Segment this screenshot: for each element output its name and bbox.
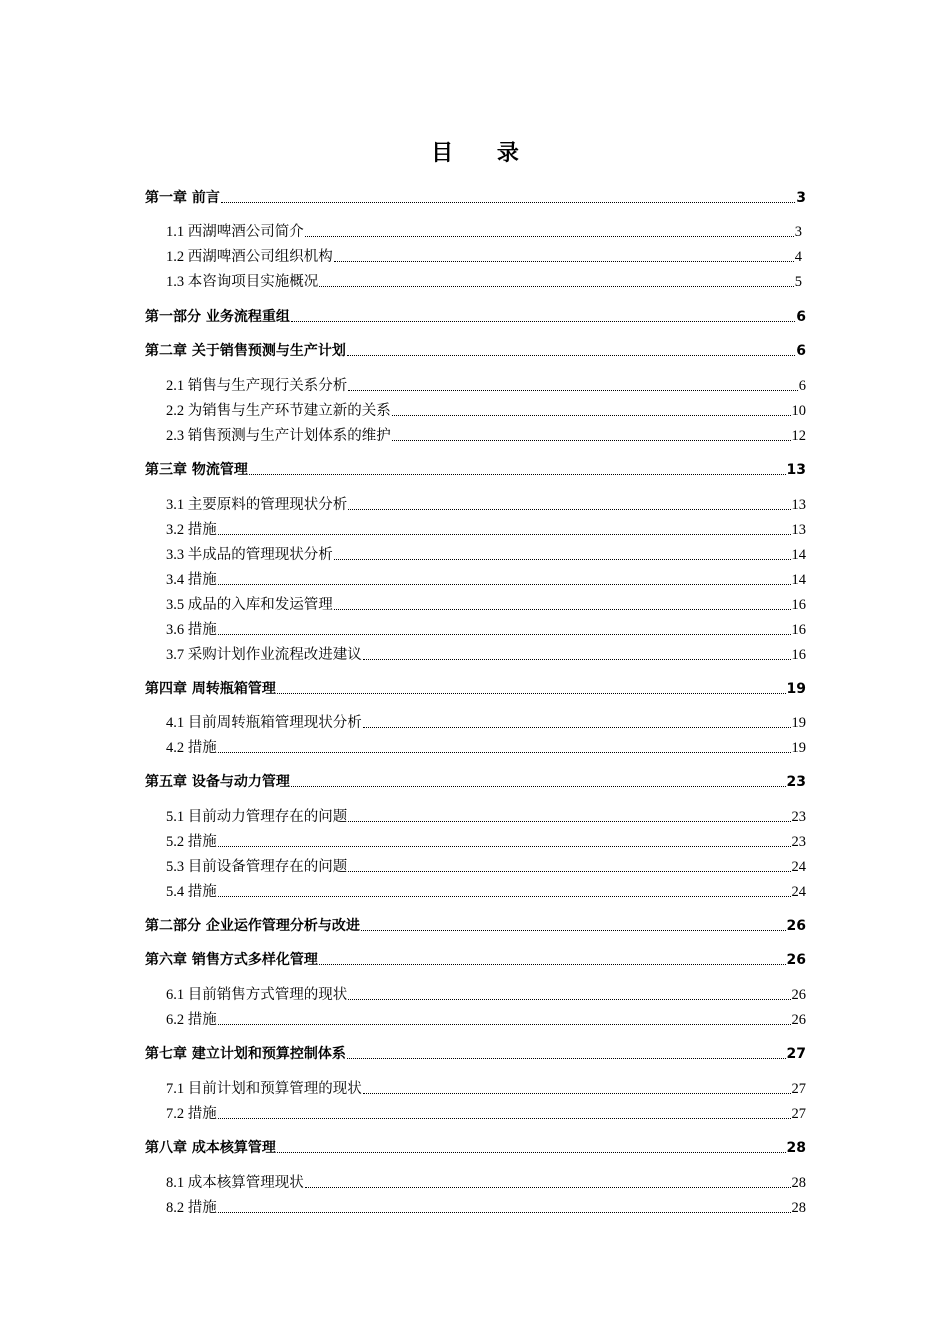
toc-chapter-entry[interactable] (145, 460, 806, 480)
toc-chapter-entry[interactable] (145, 1138, 806, 1158)
toc-page-number: 13 (786, 462, 806, 478)
toc-section-entry[interactable] (166, 832, 806, 852)
dot-leader (218, 634, 791, 635)
toc-section-entry[interactable] (166, 222, 806, 242)
toc-entry-label: 3.1 主要原料的管理现状分析 (166, 497, 348, 513)
dot-leader (348, 821, 790, 822)
toc-page-number: 3 (794, 224, 802, 240)
toc-page-number: 14 (791, 547, 806, 563)
toc-entry-label: 第三章 物流管理 (145, 462, 248, 478)
toc-page-number: 13 (791, 522, 806, 538)
toc-page-number: 12 (791, 428, 806, 444)
toc-section-entry[interactable] (166, 645, 806, 665)
dot-leader (218, 1118, 791, 1119)
toc-entry-label: 6.2 措施 (166, 1012, 217, 1028)
toc-entry-label: 第八章 成本核算管理 (145, 1140, 276, 1156)
toc-entry-label: 7.2 措施 (166, 1106, 217, 1122)
dot-leader (347, 355, 795, 356)
toc-chapter-entry[interactable] (145, 916, 806, 936)
toc-section-entry[interactable] (166, 1079, 806, 1099)
page-title: 目 录 (431, 141, 537, 166)
toc-entry-label: 7.1 目前计划和预算管理的现状 (166, 1081, 362, 1097)
toc-entry-label: 3.3 半成品的管理现状分析 (166, 547, 333, 563)
toc-section-entry[interactable] (166, 1010, 806, 1030)
toc-section-entry[interactable] (166, 247, 806, 267)
toc-entry-label: 第五章 设备与动力管理 (145, 774, 290, 790)
toc-entry-label: 1.2 西湖啤酒公司组织机构 (166, 249, 333, 265)
toc-section-entry[interactable] (166, 857, 806, 877)
toc-page-number: 23 (786, 774, 806, 790)
toc-entry-label: 3.4 措施 (166, 572, 217, 588)
toc-page-number: 10 (791, 403, 806, 419)
dot-leader (218, 1024, 791, 1025)
toc-page-number: 27 (786, 1046, 806, 1062)
toc-entry-label: 3.2 措施 (166, 522, 217, 538)
dot-leader (363, 727, 791, 728)
toc-section-entry[interactable] (166, 520, 806, 540)
toc-chapter-entry[interactable] (145, 772, 806, 792)
toc-entry-label: 2.2 为销售与生产环节建立新的关系 (166, 403, 391, 419)
toc-page-number: 16 (791, 647, 806, 663)
toc-page-number: 28 (786, 1140, 806, 1156)
toc-page-number: 23 (791, 834, 806, 850)
toc-entry-label: 第七章 建立计划和预算控制体系 (145, 1046, 346, 1062)
toc-page-number: 6 (798, 378, 806, 394)
toc-section-entry[interactable] (166, 882, 806, 902)
toc-section-entry[interactable] (166, 807, 806, 827)
toc-entry-label: 5.2 措施 (166, 834, 217, 850)
toc-page-number: 16 (791, 622, 806, 638)
toc-entry-label: 5.4 措施 (166, 884, 217, 900)
toc-page-number: 28 (791, 1175, 806, 1191)
toc-chapter-entry[interactable] (145, 679, 806, 699)
toc-entry-label: 5.3 目前设备管理存在的问题 (166, 859, 348, 875)
toc-entry-label: 第二章 关于销售预测与生产计划 (145, 343, 346, 359)
toc-chapter-entry[interactable] (145, 950, 806, 970)
toc-page-number: 26 (786, 952, 806, 968)
dot-leader (277, 693, 786, 694)
toc-section-entry[interactable] (166, 401, 806, 421)
toc-page-number: 28 (791, 1200, 806, 1216)
toc-section-entry[interactable] (166, 376, 806, 396)
dot-leader (348, 509, 790, 510)
toc-page-number: 16 (791, 597, 806, 613)
toc-section-entry[interactable] (166, 1104, 806, 1124)
toc-page-number: 27 (791, 1081, 806, 1097)
dot-leader (347, 1058, 786, 1059)
toc-section-entry[interactable] (166, 495, 806, 515)
dot-leader (361, 930, 786, 931)
toc-chapter-entry[interactable] (145, 1044, 806, 1064)
dot-leader (319, 286, 794, 287)
dot-leader (221, 202, 795, 203)
dot-leader (348, 390, 798, 391)
toc-entry-label: 第六章 销售方式多样化管理 (145, 952, 318, 968)
toc-entry-label: 第二部分 企业运作管理分析与改进 (145, 918, 360, 934)
toc-page-number: 26 (786, 918, 806, 934)
toc-section-entry[interactable] (166, 620, 806, 640)
toc-entry-label: 8.1 成本核算管理现状 (166, 1175, 304, 1191)
toc-page-number: 13 (791, 497, 806, 513)
dot-leader (334, 609, 791, 610)
dot-leader (363, 1093, 791, 1094)
dot-leader (277, 1152, 786, 1153)
toc-section-entry[interactable] (166, 595, 806, 615)
dot-leader (363, 659, 791, 660)
toc-section-entry[interactable] (166, 1173, 806, 1193)
toc-page-number: 6 (796, 343, 806, 359)
toc-entry-label: 3.7 采购计划作业流程改进建议 (166, 647, 362, 663)
toc-entry-label: 1.3 本咨询项目实施概况 (166, 274, 319, 290)
toc-page-number: 19 (786, 681, 806, 697)
toc-entry-label: 4.2 措施 (166, 740, 217, 756)
dot-leader (291, 786, 786, 787)
toc-section-entry[interactable] (166, 272, 806, 292)
toc-chapter-entry[interactable] (145, 307, 806, 327)
dot-leader (218, 752, 791, 753)
dot-leader (348, 999, 790, 1000)
toc-entry-label: 2.3 销售预测与生产计划体系的维护 (166, 428, 391, 444)
dot-leader (291, 321, 795, 322)
dot-leader (218, 846, 791, 847)
toc-section-entry[interactable] (166, 738, 806, 758)
toc-page-number: 24 (791, 884, 806, 900)
toc-entry-label: 6.1 目前销售方式管理的现状 (166, 987, 348, 1003)
toc-entry-label: 第一部分 业务流程重组 (145, 309, 290, 325)
dot-leader (249, 474, 786, 475)
toc-page-number: 24 (791, 859, 806, 875)
toc-entry-label: 8.2 措施 (166, 1200, 217, 1216)
toc-section-entry[interactable] (166, 570, 806, 590)
toc-page-number: 26 (791, 987, 806, 1003)
toc-entry-label: 4.1 目前周转瓶箱管理现状分析 (166, 715, 362, 731)
toc-page-number: 5 (794, 274, 802, 290)
toc-page-number: 19 (791, 715, 806, 731)
toc-entry-label: 1.1 西湖啤酒公司简介 (166, 224, 304, 240)
toc-page-number: 19 (791, 740, 806, 756)
toc-page-number: 6 (796, 309, 806, 325)
dot-leader (334, 261, 794, 262)
toc-section-entry[interactable] (166, 1198, 806, 1218)
toc-section-entry[interactable] (166, 985, 806, 1005)
toc-entry-label: 5.1 目前动力管理存在的问题 (166, 809, 348, 825)
dot-leader (218, 1212, 791, 1213)
toc-page-number: 3 (796, 190, 806, 206)
toc-entry-label: 2.1 销售与生产现行关系分析 (166, 378, 348, 394)
toc-entry-label: 第四章 周转瓶箱管理 (145, 681, 276, 697)
toc-entry-label: 3.6 措施 (166, 622, 217, 638)
toc-entry-label: 第一章 前言 (145, 190, 220, 206)
dot-leader (305, 1187, 791, 1188)
toc-page-number: 14 (791, 572, 806, 588)
toc-chapter-entry[interactable] (145, 188, 806, 208)
toc-section-entry[interactable] (166, 426, 806, 446)
dot-leader (392, 415, 791, 416)
toc-chapter-entry[interactable] (145, 341, 806, 361)
dot-leader (319, 964, 786, 965)
toc-page-number: 27 (791, 1106, 806, 1122)
dot-leader (218, 534, 791, 535)
toc-entry-label: 3.5 成品的入库和发运管理 (166, 597, 333, 613)
dot-leader (305, 236, 794, 237)
dot-leader (392, 440, 791, 441)
toc-page-number: 23 (791, 809, 806, 825)
toc-page-number: 4 (794, 249, 802, 265)
dot-leader (334, 559, 791, 560)
toc-section-entry[interactable] (166, 545, 806, 565)
dot-leader (218, 896, 791, 897)
toc-page-number: 26 (791, 1012, 806, 1028)
toc-section-entry[interactable] (166, 713, 806, 733)
dot-leader (218, 584, 791, 585)
dot-leader (348, 871, 790, 872)
